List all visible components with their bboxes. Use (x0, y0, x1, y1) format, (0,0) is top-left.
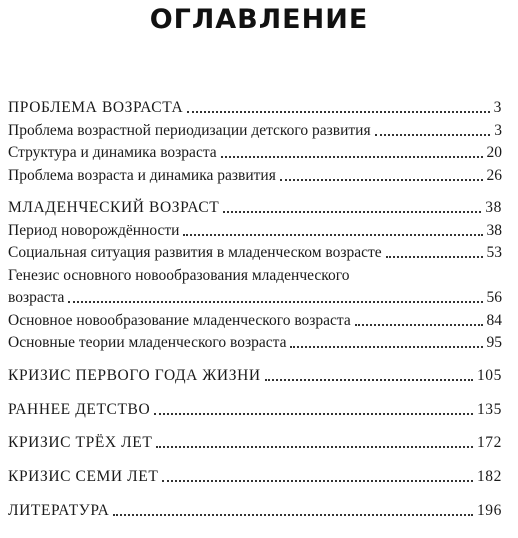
dot-leader (280, 179, 483, 181)
dot-leader (223, 211, 481, 213)
dot-leader (265, 379, 473, 381)
toc-entry-title: ЛИТЕРАТУРА (8, 502, 110, 519)
toc-entry-social-situation (8, 243, 502, 263)
toc-entry-page: 20 (486, 144, 502, 161)
toc-entry-title: ПРОБЛЕМА ВОЗРАСТА (8, 99, 184, 116)
dot-leader (162, 480, 473, 482)
toc-entry-page: 95 (486, 334, 502, 351)
dot-leader (290, 346, 482, 348)
toc-entry-page: 196 (476, 502, 502, 519)
toc-entry-page: 105 (476, 367, 502, 384)
toc-entry-seven-year-crisis (8, 467, 502, 487)
toc-entry-literature (8, 501, 502, 521)
toc-entry-structure-dynamics (8, 143, 502, 163)
toc-entry-title: КРИЗИС ПЕРВОГО ГОДА ЖИЗНИ (8, 367, 261, 384)
toc-entry-early-childhood (8, 400, 502, 420)
dot-leader (68, 301, 482, 303)
toc-entry-page: 84 (486, 312, 502, 329)
toc-entry-page: 56 (486, 289, 502, 306)
toc-entry-page: 135 (476, 401, 502, 418)
toc-entry-page: 26 (486, 167, 502, 184)
toc-entry-page: 3 (494, 122, 502, 139)
dot-leader (386, 256, 483, 258)
toc-entry-infancy (8, 198, 502, 218)
toc-entry-title: Проблема возраста и динамика развития (8, 167, 276, 184)
toc-entry-problem-of-age (8, 98, 502, 118)
toc-entry-title: КРИЗИС ТРЁХ ЛЕТ (8, 434, 153, 451)
toc-entry-page: 53 (486, 244, 502, 261)
toc-entry-age-and-development (8, 166, 502, 186)
toc-entry-title: возраста (8, 289, 65, 306)
dot-leader (154, 413, 473, 415)
dot-leader (375, 134, 491, 136)
toc-entry-page: 182 (476, 468, 502, 485)
toc-entry-title: Структура и динамика возраста (8, 144, 217, 161)
dot-leader (187, 111, 489, 113)
toc-entry-periodization (8, 121, 502, 141)
toc-entry-genesis-line1: Генезис основного новообразования младенческого (8, 267, 350, 284)
page-title: ОГЛАВЛЕНИЕ (149, 4, 369, 35)
dot-leader (156, 446, 473, 448)
toc-entry-genesis (8, 288, 502, 308)
toc-entry-first-year-crisis (8, 366, 502, 386)
toc-entry-title: Период новорождённости (8, 222, 180, 239)
dot-leader (113, 514, 473, 516)
toc-entry-title: Основные теории младенческого возраста (8, 334, 287, 351)
dot-leader (183, 234, 482, 236)
toc-entry-page: 172 (476, 434, 502, 451)
toc-entry-three-year-crisis (8, 433, 502, 453)
toc-entry-infancy-theories (8, 333, 502, 353)
toc-entry-page: 38 (486, 222, 502, 239)
toc-entry-title: КРИЗИС СЕМИ ЛЕТ (8, 468, 159, 485)
toc-entry-title: Проблема возрастной периодизации детского развития (8, 122, 371, 139)
dot-leader (355, 324, 483, 326)
toc-entry-title: МЛАДЕНЧЕСКИЙ ВОЗРАСТ (8, 199, 220, 216)
toc-entry-title: РАННЕЕ ДЕТСТВО (8, 401, 151, 418)
toc-entry-title: Основное новообразование младенческого возраста (8, 312, 351, 329)
toc-entry-page: 3 (493, 99, 502, 116)
dot-leader (221, 156, 483, 158)
toc-entry-page: 38 (485, 199, 502, 216)
toc-entry-newborn-period (8, 221, 502, 241)
toc-entry-title: Социальная ситуация развития в младенческом возрасте (8, 244, 382, 261)
toc-entry-main-neoformation (8, 311, 502, 331)
